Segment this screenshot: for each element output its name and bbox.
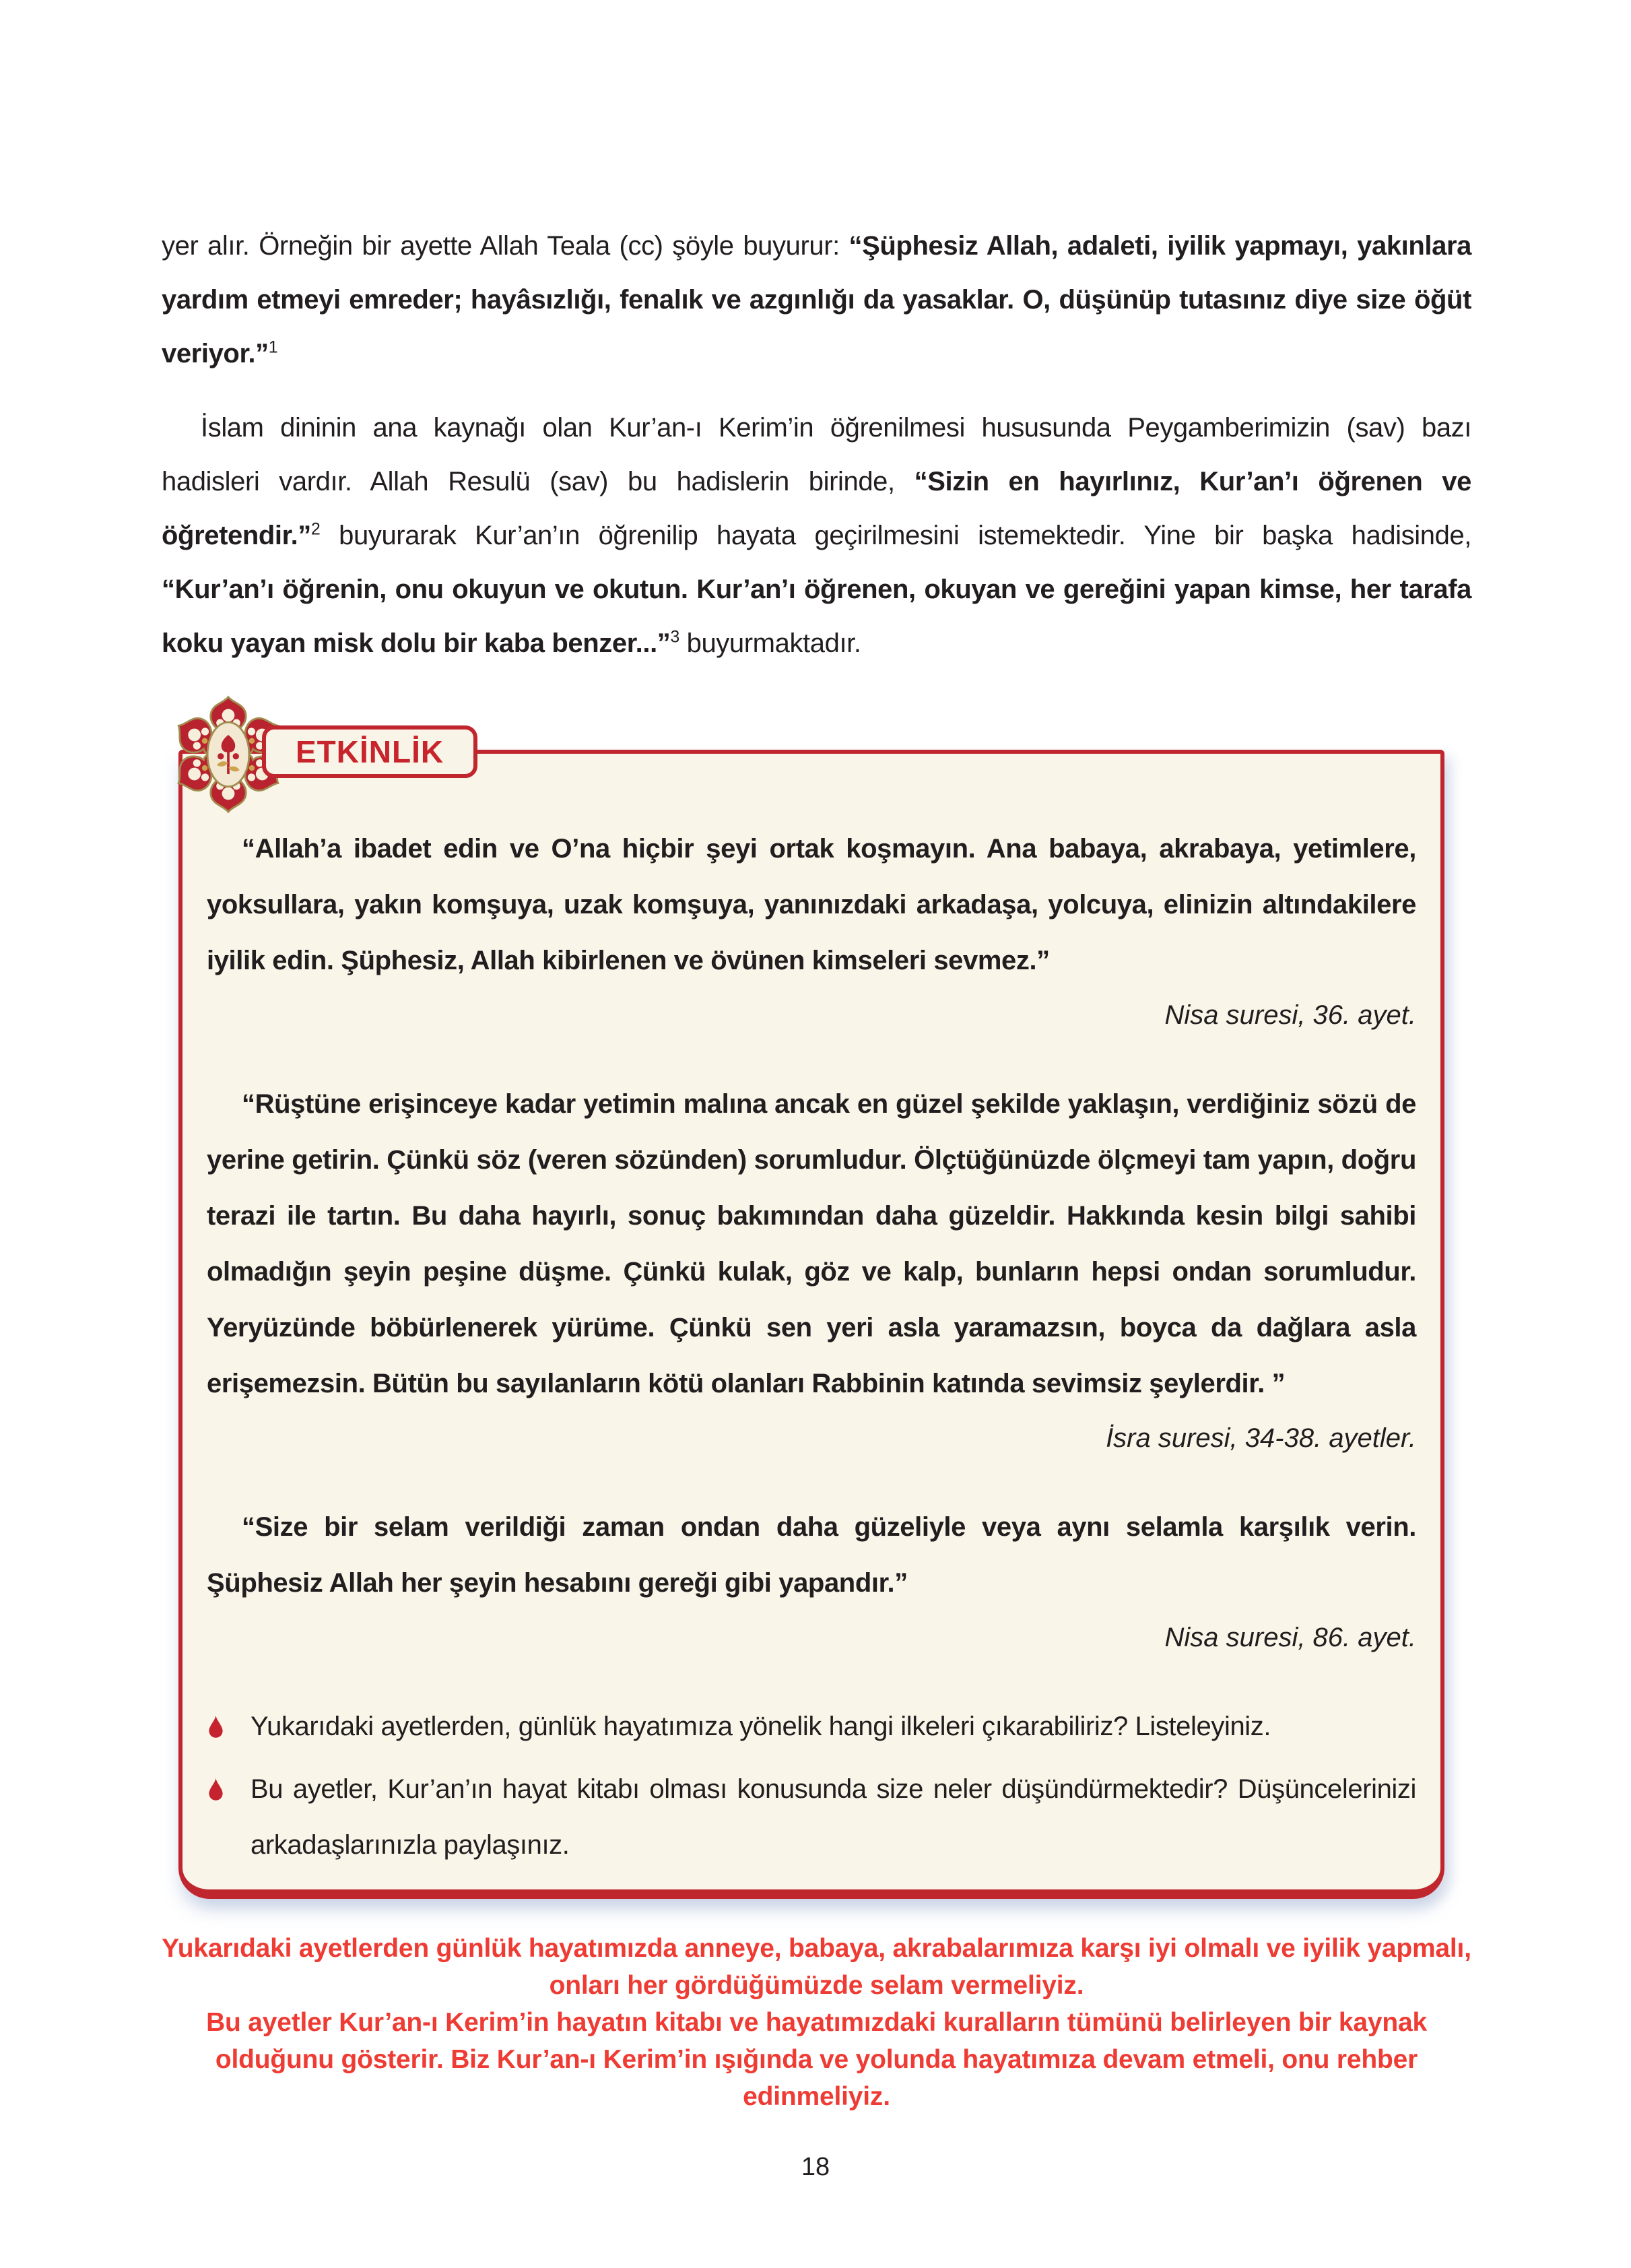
footnote-ref-1: 1 bbox=[268, 337, 278, 357]
hadith-inline: “Sizin en hayırlınız, Kur’an’ı öğrenen ve öğretendir.” bbox=[162, 467, 1472, 550]
body-text: İslam dininin ana kaynağı olan Kur’an-ı Kerim’in öğrenilmesi hususunda Peygamberimizin (sav) bazı hadisleri vardır. Allah Resulü (sav) bu hadislerin birinde, bbox=[162, 413, 1471, 496]
answer-paragraph-2: Bu ayetler Kur’an-ı Kerim’in hayatın kitabı ve hayatımızdaki kuralların tümünü belirleyen bir kaynak olduğunu gösterir. Biz Kur’an-ı Kerim’in ışığında ve yolunda hayatımıza devam etmeli, onu rehber edinmeliyiz. bbox=[206, 2008, 1427, 2111]
activity-question-text: Bu ayetler, Kur’an’ın hayat kitabı olması konusunda size neler düşündürmektedir? Düşüncelerinizi arkadaşlarınızla paylaşınız. bbox=[251, 1774, 1416, 1860]
answer-paragraph-1: Yukarıdaki ayetlerden günlük hayatımızda anneye, babaya, akrabalarımıza karşı iyi olmalı ve iyilik yapmalı, onları her gördüğümüzde selam vermeliyiz. bbox=[162, 1934, 1471, 2000]
activity-question-2 bbox=[207, 1761, 1416, 1873]
verse-source-2: İsra suresi, 34-38. ayetler. bbox=[1106, 1423, 1416, 1453]
verse-quote-2: “Rüştüne erişinceye kadar yetimin malına ancak en güzel şekilde yaklaşın, verdiğiniz sözü de yerine getirin. Çünkü söz (veren sözünden) sorumludur. Ölçtüğünüzde ölçmeyi tam yapın, doğru terazi ile tartın. Bu daha hayırlı, sonuç bakımından daha güzeldir. Hakkında kesin bilgi sahibi olmadığın şeyin peşine düşme. Çünkü kulak, göz ve kalp, bunların hepsi ondan sorumludur. Yeryüzünde böbürlenerek yürüme. Çünkü sen yeri asla yaramazsın, boyca da dağlara asla erişemezsin. Bütün bu sayılanların kötü olanları Rabbinin katında sevimsiz şeylerdir. ” bbox=[207, 1089, 1416, 1398]
activity-question-1 bbox=[207, 1699, 1416, 1755]
activity-box bbox=[178, 734, 1444, 1899]
verse-quote-1: “Allah’a ibadet edin ve O’na hiçbir şeyi ortak koşmayın. Ana babaya, akrabaya, yetimlere, yoksullara, yakın komşuya, uzak komşuya, yanınızdaki arkadaşa, yolcuya, elinizin altındakilere iyilik edin. Şüphesiz, Allah kibirlenen ve övünen kimseleri sevmez.” bbox=[207, 834, 1416, 975]
handwritten-answers bbox=[162, 1930, 1471, 2115]
quran-verse-inline: “Şüphesiz Allah, adaleti, iyilik yapmayı, yakınlara yardım etmeyi emreder; hayâsızlığı, fenalık ve azgınlığı da yasaklar. O, düşünüp tutasınız diye size öğüt veriyor.” bbox=[162, 231, 1471, 368]
body-text: buyurmaktadır. bbox=[679, 628, 861, 658]
body-text: yer alır. Örneğin bir ayette Allah Teala (cc) şöyle buyurur: bbox=[162, 231, 849, 261]
activity-question-text: Yukarıdaki ayetlerden, günlük hayatımıza yönelik hangi ilkeleri çıkarabiliriz? Listeleyiniz. bbox=[251, 1712, 1271, 1741]
drop-bullet-icon bbox=[207, 1777, 225, 1802]
activity-label bbox=[262, 725, 477, 778]
footnote-ref-3: 3 bbox=[670, 627, 679, 647]
hadith-inline: “Kur’an’ı öğrenin, onu okuyun ve okutun. Kur’an’ı öğrenen, okuyan ve gereğini yapan kimse, her tarafa koku yayan misk dolu bir kaba benzer...” bbox=[162, 575, 1471, 658]
verse-source-1: Nisa suresi, 36. ayet. bbox=[1164, 1000, 1416, 1030]
body-text: buyurarak Kur’an’ın öğrenilip hayata geçirilmesini istemektedir. Yine bir başka hadisinde, bbox=[320, 521, 1471, 550]
verse-quote-3: “Size bir selam verildiği zaman ondan daha güzeliyle veya aynı selamla karşılık verin. Şüphesiz Allah her şeyin hesabını gereği gibi yapandır.” bbox=[207, 1512, 1416, 1598]
drop-bullet-icon bbox=[207, 1714, 225, 1739]
body-paragraph-1 bbox=[162, 219, 1471, 381]
page-number: 18 bbox=[801, 2153, 830, 2181]
footnote-ref-2: 2 bbox=[310, 519, 321, 539]
verse-source-3: Nisa suresi, 86. ayet. bbox=[1164, 1623, 1416, 1652]
body-paragraph-2 bbox=[162, 401, 1471, 670]
page-content bbox=[162, 0, 1471, 2115]
activity-label-text: ETKİNLİK bbox=[296, 734, 444, 769]
